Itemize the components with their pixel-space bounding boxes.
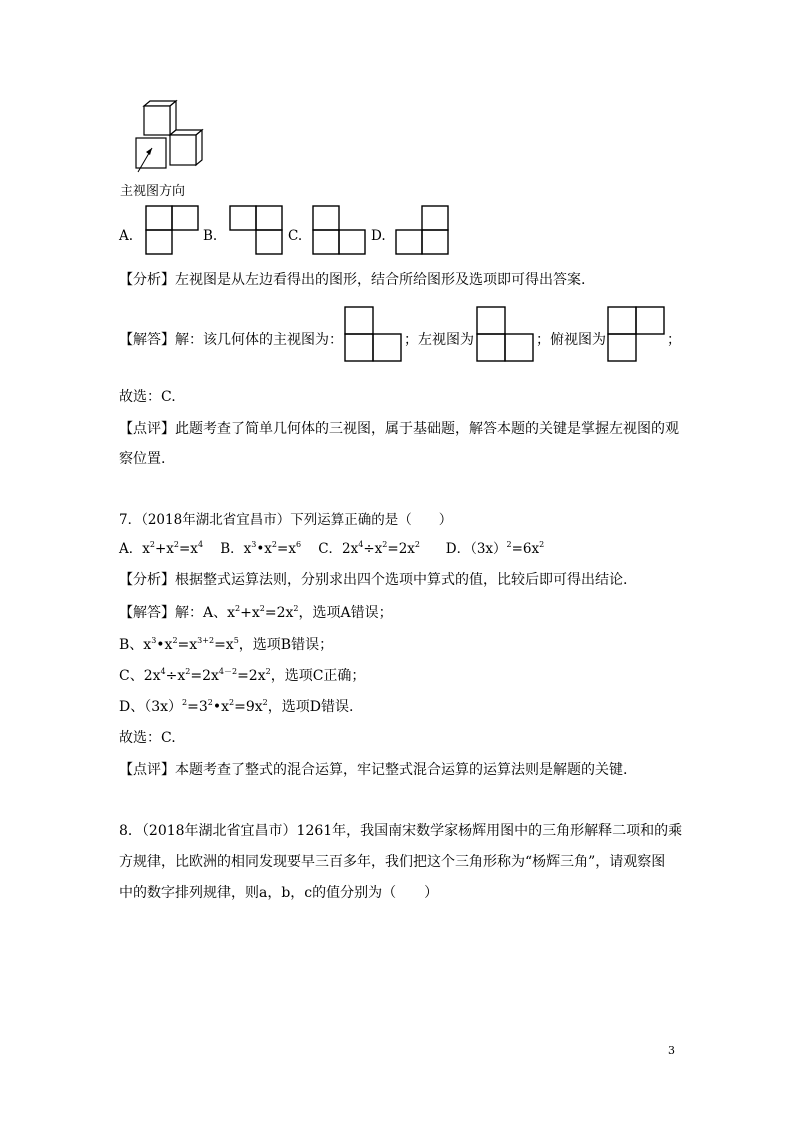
q7-stem: 7．（2018年湖北省宜昌市）下列运算正确的是（ ） (119, 512, 453, 528)
q6-answer-part2: ；左视图为 (404, 332, 474, 348)
q8-line3: 中的数字排列规律，则a，b，c的值分别为（ ） (119, 885, 439, 901)
option-b-label: B. (203, 228, 218, 244)
q6-comment-line2: 察位置. (119, 451, 166, 467)
q6-comment-line1: 【点评】此题考查了简单几何体的三视图，属于基础题，解答本题的关键是掌握左视图的观 (119, 421, 679, 437)
option-b-figure (229, 205, 284, 255)
q7-options: A．$x^2+x^2=x^4$ B．$x^3•x^2=x^6$ C．$2x^4\div x^2=2x^2$ D．$(3x)^2=6x^2$ (119, 540, 545, 557)
option-a-figure (145, 205, 200, 255)
page-number: 3 (668, 1044, 675, 1057)
q7-answer-c: C、$2x^4\div x^2=2x^{4-2}=2x^2$，选项C正确； (119, 667, 366, 684)
q7-comment: 【点评】本题考查了整式的混合运算，牢记整式混合运算的运算法则是解题的关键. (119, 762, 628, 778)
q7-answer-d: D、$(3x)^2=3^2•x^2=9x^2$，选项D错误. (119, 698, 354, 715)
cubes-figure (130, 100, 220, 185)
q6-top-view-figure (607, 306, 667, 364)
q6-choice: 故选：C. (119, 389, 176, 405)
q8-line2: 方规律，比欧洲的相同发现要早三百多年，我们把这个三角形称为“杨辉三角”，请观察图 (119, 854, 666, 870)
q6-answer-part1: 【解答】解：该几何体的主视图为： (119, 332, 343, 348)
option-c-figure (312, 205, 367, 255)
figure-caption: 主视图方向 (120, 184, 186, 199)
q6-answer-part4: ； (667, 332, 681, 348)
q6-analysis: 【分析】左视图是从左边看得出的图形，结合所给图形及选项即可得出答案. (119, 272, 586, 288)
option-d-figure (395, 205, 450, 255)
q7-analysis: 【分析】根据整式运算法则，分别求出四个选项中算式的值，比较后即可得出结论. (119, 572, 628, 588)
option-d-label: D. (371, 228, 386, 244)
option-a-label: A. (119, 228, 134, 244)
option-c-label: C. (288, 228, 303, 244)
q6-left-view-figure (476, 306, 536, 364)
q7-answer-b: B、$x^3•x^2=x^{3+2}=x^5$，选项B错误； (119, 636, 334, 653)
q7-choice: 故选：C. (119, 730, 176, 746)
q7-answer-a: 【解答】解：A、$x^2+x^2=2x^2$，选项A错误； (119, 604, 393, 621)
q6-main-view-figure (344, 306, 404, 364)
q8-line1: 8．（2018年湖北省宜昌市）1261年，我国南宋数学家杨辉用图中的三角形解释二项和的乘 (119, 823, 683, 839)
q6-answer-part3: ；俯视图为 (536, 332, 606, 348)
